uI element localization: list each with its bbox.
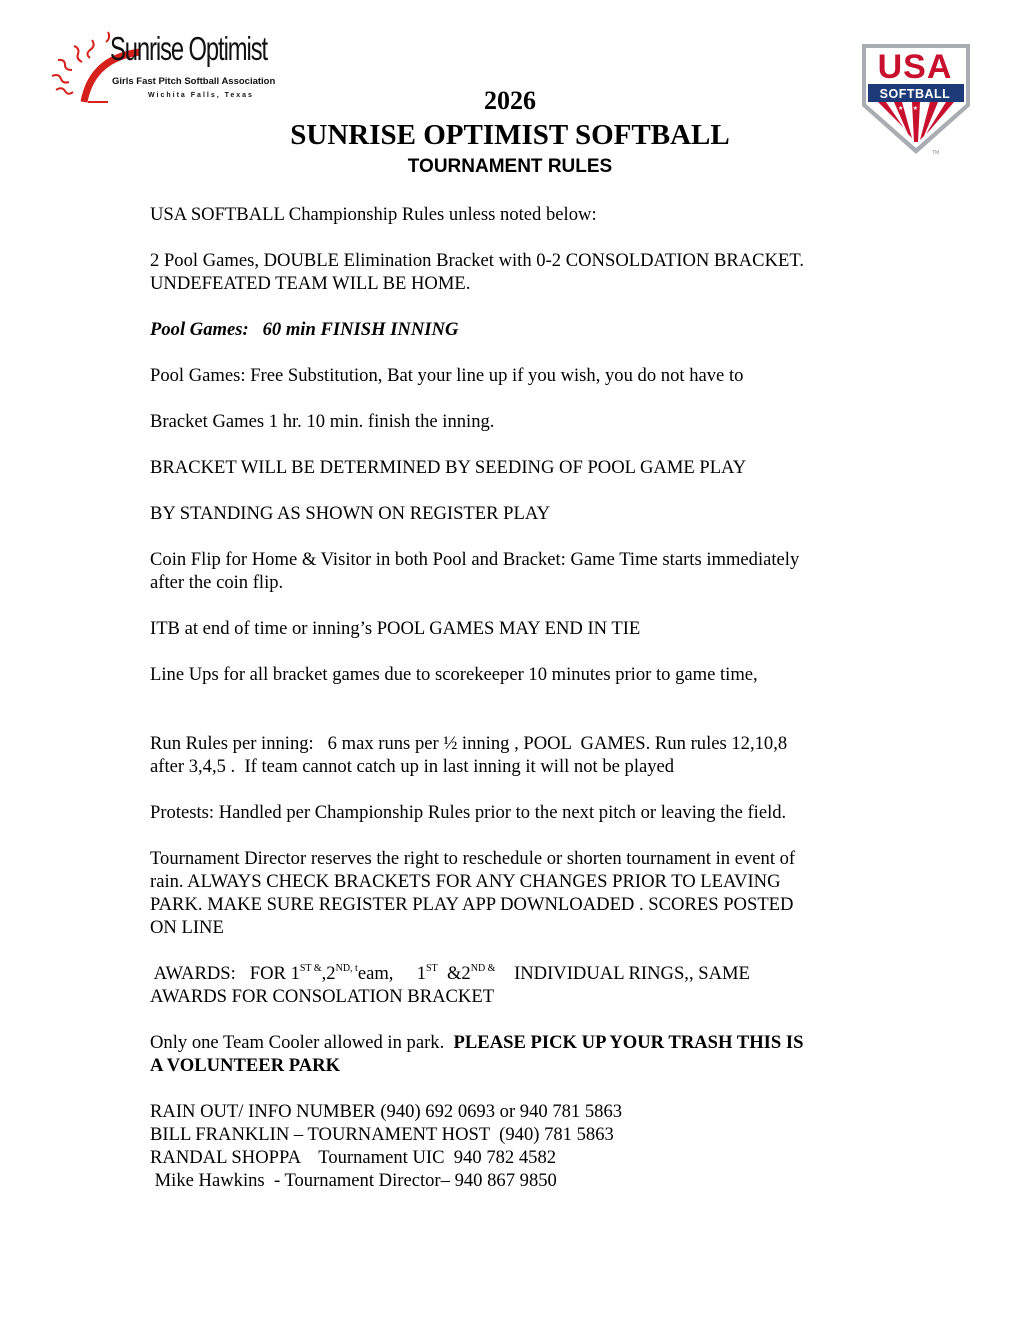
softball-wordmark: SOFTBALL	[879, 87, 951, 101]
format-line-1: 2 Pool Games, DOUBLE Elimination Bracket with 0-2 CONSOLDATION BRACKET.	[150, 250, 804, 271]
awards-sup-2: ND, t	[335, 963, 358, 974]
document-year: 2026	[484, 86, 536, 115]
trademark-mark: TM	[932, 150, 940, 156]
director-line-4: ON LINE	[150, 917, 224, 938]
director-rule	[150, 847, 870, 939]
usa-wordmark: USA	[877, 48, 953, 86]
director-line-1: Tournament Director reserves the right to reschedule or shorten tournament in event of	[150, 848, 796, 869]
itb-rule: ITB at end of time or inning’s POOL GAMES MAY END IN TIE	[150, 618, 641, 639]
coin-flip-rule	[150, 548, 870, 594]
awards-mid-2: eam, 1	[357, 963, 426, 984]
org-subtitle: Girls Fast Pitch Softball Association	[112, 76, 276, 87]
awards-mid-3: &2	[437, 963, 471, 984]
standing-rule: BY STANDING AS SHOWN ON REGISTER PLAY	[150, 503, 551, 524]
trash-notice-2: A VOLUNTEER PARK	[150, 1055, 341, 1076]
cooler-plain: Only one Team Cooler allowed in park.	[150, 1032, 454, 1053]
awards-prefix: AWARDS: FOR 1	[150, 963, 300, 984]
awards-line-2: AWARDS FOR CONSOLATION BRACKET	[150, 986, 495, 1007]
awards-sup-4: ND &	[470, 963, 496, 974]
svg-text:★ ★ ★ ★: ★ ★ ★ ★	[898, 105, 926, 112]
coin-flip-line-2: after the coin flip.	[150, 572, 284, 593]
director-line-2: rain. ALWAYS CHECK BRACKETS FOR ANY CHANGES PRIOR TO LEAVING	[150, 871, 781, 892]
awards-sup-3: ST	[426, 963, 438, 974]
cooler-rule	[150, 1031, 870, 1077]
pool-substitution-rule: Pool Games: Free Substitution, Bat your line up if you wish, you do not have to	[150, 365, 744, 386]
awards-mid-1: ,2	[321, 963, 336, 984]
trash-notice-1: PLEASE PICK UP YOUR TRASH THIS IS	[453, 1032, 804, 1053]
director-line-3: PARK. MAKE SURE REGISTER PLAY APP DOWNLOADED . SCORES POSTED	[150, 894, 794, 915]
run-rule-line-1: Run Rules per inning: 6 max runs per ½ inning , POOL GAMES. Run rules 12,10,8	[150, 733, 788, 754]
coin-flip-line-1: Coin Flip for Home & Visitor in both Pool and Bracket: Game Time starts immediately	[150, 549, 800, 570]
awards-sup-1: ST &	[299, 963, 322, 974]
seeding-rule: BRACKET WILL BE DETERMINED BY SEEDING OF POOL GAME PLAY	[150, 457, 747, 478]
lineups-rule: Line Ups for all bracket games due to scorekeeper 10 minutes prior to game time,	[150, 664, 758, 685]
contact-uic: RANDAL SHOPPA Tournament UIC 940 782 4582	[150, 1147, 557, 1168]
awards-suffix: INDIVIDUAL RINGS,, SAME	[495, 963, 750, 984]
bracket-time-rule: Bracket Games 1 hr. 10 min. finish the inning.	[150, 411, 495, 432]
document-subtitle: TOURNAMENT RULES	[407, 156, 613, 177]
rules-intro: USA SOFTBALL Championship Rules unless noted below:	[150, 204, 597, 225]
awards-rule	[150, 962, 870, 1008]
format-line-2: UNDEFEATED TEAM WILL BE HOME.	[150, 273, 471, 294]
run-rule	[150, 732, 870, 778]
contact-host: BILL FRANKLIN – TOURNAMENT HOST (940) 781 5863	[150, 1124, 614, 1145]
pool-time-rule: Pool Games: 60 min FINISH INNING	[150, 319, 459, 340]
protests-rule: Protests: Handled per Championship Rules prior to the next pitch or leaving the field.	[150, 802, 787, 823]
org-location: Wichita Falls, Texas	[148, 92, 254, 99]
format-rule	[150, 249, 870, 295]
org-name: Sunrise Optimist	[110, 30, 268, 67]
contacts	[150, 1100, 870, 1192]
run-rule-line-2: after 3,4,5 . If team cannot catch up in last inning it will not be played	[150, 756, 675, 777]
document-title: SUNRISE OPTIMIST SOFTBALL	[290, 119, 730, 151]
rules-content	[150, 203, 870, 1215]
contact-rainout: RAIN OUT/ INFO NUMBER (940) 692 0693 or 940 781 5863	[150, 1101, 623, 1122]
contact-director: Mike Hawkins - Tournament Director– 940 867 9850	[150, 1170, 557, 1191]
